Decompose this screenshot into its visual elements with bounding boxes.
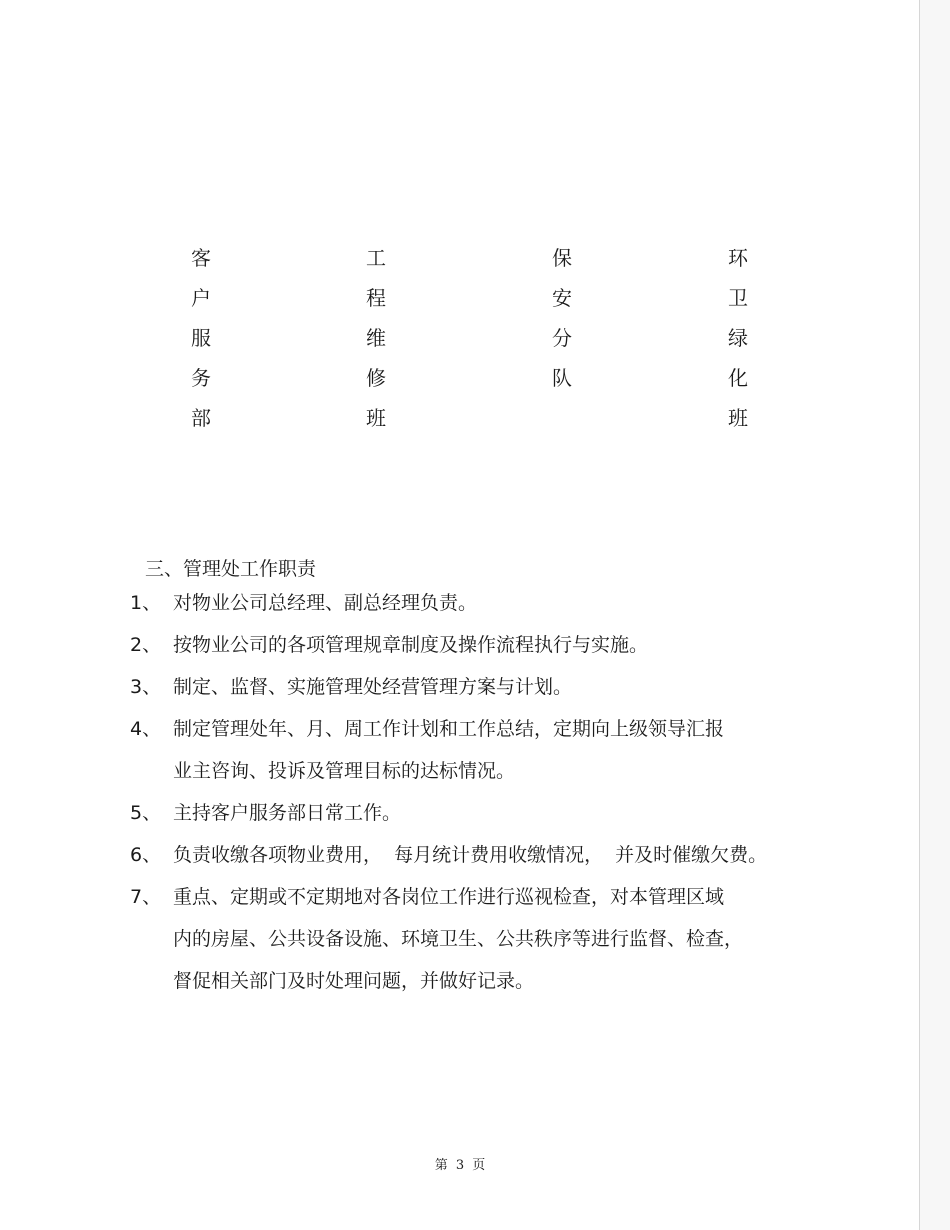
- dept-column-security: [547, 245, 577, 405]
- dept-char: 保: [552, 246, 572, 270]
- duty-text: 制定、监督、实施管理处经营管理方案与计划。: [173, 676, 573, 698]
- page-number: 第 3 页: [434, 1158, 486, 1173]
- dept-char: 工: [366, 246, 386, 270]
- duty-text-continued: 内的房屋、公共设备设施、环境卫生、公共秩序等进行监督、检查，: [173, 928, 744, 950]
- duty-number: 5、: [130, 802, 162, 824]
- dept-char: 务: [191, 366, 211, 390]
- dept-char: 户: [191, 286, 211, 310]
- dept-char: 分: [552, 326, 572, 350]
- dept-char: 班: [728, 406, 748, 430]
- duty-number: 1、: [130, 592, 162, 614]
- dept-char: 班: [366, 406, 386, 430]
- dept-char: 客: [191, 246, 211, 270]
- dept-char: 卫: [728, 286, 748, 310]
- duty-text: 对物业公司总经理、副总经理负责。: [173, 592, 478, 614]
- duty-number: 4、: [130, 718, 162, 740]
- dept-char: 化: [728, 366, 748, 390]
- dept-char: 环: [728, 246, 748, 270]
- duty-text: 负责收缴各项物业费用， 每月统计费用收缴情况， 并及时催缴欠费。: [173, 844, 768, 866]
- section-heading: 三、管理处工作职责: [145, 558, 317, 580]
- dept-column-customer-service: [186, 245, 216, 445]
- dept-char: 服: [191, 326, 211, 350]
- dept-char: 程: [366, 286, 386, 310]
- duty-number: 2、: [130, 634, 162, 656]
- duty-text: 重点、定期或不定期地对各岗位工作进行巡视检查，对本管理区域: [173, 886, 725, 908]
- duty-number: 7、: [130, 886, 162, 908]
- dept-char: 维: [366, 326, 386, 350]
- duty-number: 3、: [130, 676, 162, 698]
- dept-char: 绿: [728, 326, 748, 350]
- duty-text: 按物业公司的各项管理规章制度及操作流程执行与实施。: [173, 634, 649, 656]
- dept-char: 队: [552, 366, 572, 390]
- page-margin-strip: [920, 0, 950, 1230]
- dept-char: 修: [366, 366, 386, 390]
- dept-column-sanitation: [723, 245, 753, 445]
- duty-number: 6、: [130, 844, 162, 866]
- duty-text-continued: 督促相关部门及时处理问题，并做好记录。: [173, 970, 535, 992]
- dept-char: 安: [552, 286, 572, 310]
- duty-text: 主持客户服务部日常工作。: [173, 802, 402, 824]
- duty-text: 制定管理处年、月、周工作计划和工作总结，定期向上级领导汇报: [173, 718, 725, 740]
- dept-char: 部: [191, 406, 211, 430]
- dept-column-engineering: [361, 245, 391, 445]
- duty-text-continued: 业主咨询、投诉及管理目标的达标情况。: [173, 760, 516, 782]
